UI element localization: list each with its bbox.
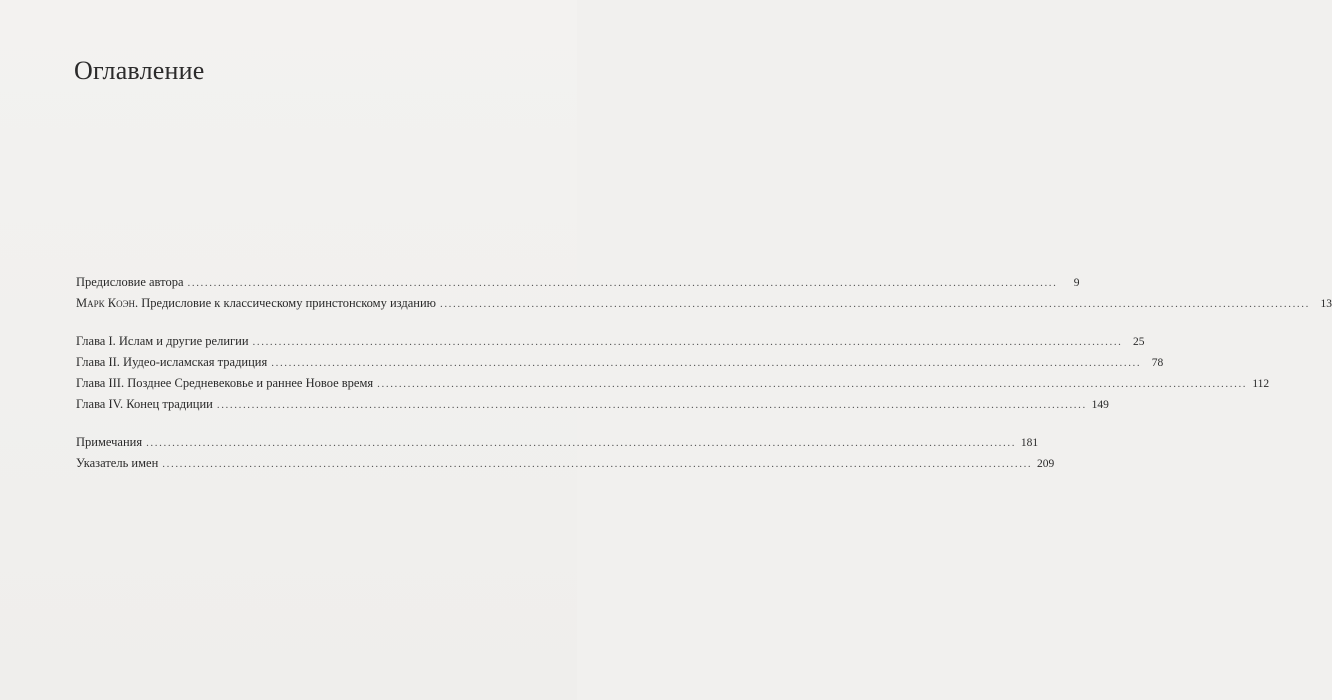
toc-entry-title: Глава IV. Конец традиции [76, 397, 213, 411]
toc-entry-chapter-1[interactable] [76, 331, 1145, 352]
toc-entry-page: 181 [1020, 437, 1039, 449]
toc-entry-author: Марк Коэн. [76, 296, 139, 310]
dot-leader: ........................................................................................................................................................................................................ [439, 298, 1310, 310]
toc-entry-author-preface[interactable] [76, 272, 1080, 293]
toc-entry-page: 209 [1037, 458, 1055, 470]
table-of-contents [76, 272, 1332, 474]
toc-entry-page: 9 [1073, 277, 1080, 289]
toc-entry-title: Указатель имен [76, 456, 159, 470]
toc-entry-chapter-3[interactable] [76, 373, 1270, 394]
dot-leader: ........................................................................................................................................................................................................ [146, 437, 1017, 449]
page-title: Оглавление [74, 56, 205, 85]
toc-entry-title: Марк Коэн. Предисловие к классическому принстонскому изданию [76, 296, 436, 310]
toc-entry-chapter-4[interactable] [76, 394, 1109, 415]
toc-entry-page: 13 [1320, 298, 1332, 310]
toc-entry-notes[interactable] [76, 432, 1039, 453]
dot-leader: ........................................................................................................................................................................................................ [187, 277, 1058, 289]
toc-entry-page: 112 [1252, 378, 1270, 390]
toc-group-back-matter [76, 432, 1055, 474]
toc-entry-title: Предисловие автора [76, 275, 184, 289]
toc-entry-title: Глава III. Позднее Средневековье и раннее Новое время [76, 376, 374, 390]
toc-entry-title: Глава I. Ислам и другие религии [76, 334, 249, 348]
dot-leader: ........................................................................................................................................................................................................ [271, 357, 1142, 369]
toc-entry-cohen-preface[interactable] [76, 293, 1332, 314]
toc-entry-chapter-2[interactable] [76, 352, 1164, 373]
toc-group-chapters [76, 331, 1270, 415]
dot-leader: ........................................................................................................................................................................................................ [377, 378, 1248, 390]
toc-entry-title: Примечания [76, 435, 143, 449]
toc-group-front-matter [76, 272, 1332, 314]
toc-entry-page: 149 [1091, 399, 1109, 411]
toc-entry-index[interactable] [76, 453, 1055, 474]
toc-entry-page: 78 [1151, 357, 1164, 369]
dot-leader: ........................................................................................................................................................................................................ [162, 458, 1033, 470]
dot-leader: ........................................................................................................................................................................................................ [252, 336, 1123, 348]
toc-entry-title: Глава II. Иудео-исламская традиция [76, 355, 268, 369]
dot-leader: ........................................................................................................................................................................................................ [216, 399, 1087, 411]
toc-entry-page: 25 [1133, 336, 1145, 348]
